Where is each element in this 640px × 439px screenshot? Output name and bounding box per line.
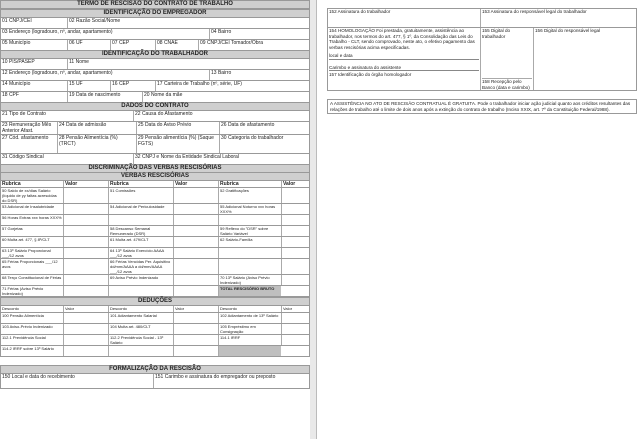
valor-cell <box>282 275 309 285</box>
rubrica-cell: 56 Horas Extras xxx horas XXX% <box>1 215 64 225</box>
valor-cell <box>64 215 109 225</box>
valor-cell <box>174 286 219 296</box>
field-22-causa: 22 Causa do Afastamento <box>135 111 193 117</box>
table-row <box>0 345 310 357</box>
rubrica-cell: 58 Descanso Semanal Remunerado (DSR) <box>109 226 174 236</box>
table-row <box>0 225 310 236</box>
field-20-nome-mae: 20 Nome da mãe <box>144 92 183 98</box>
valor-cell <box>174 275 219 285</box>
contract-row-4 <box>0 153 310 164</box>
left-page <box>0 0 310 439</box>
worker-row-2 <box>0 69 310 80</box>
rubrica-cell: 101 Adiantamento Salarial <box>109 313 174 323</box>
field-04-bairro: 04 Bairro <box>211 29 232 35</box>
valor-cell <box>64 204 109 214</box>
field-25-aviso: 25 Data do Aviso Prévio <box>137 122 220 134</box>
field-30-categoria: 30 Categoria do trabalhador <box>221 135 284 141</box>
field-158-recepcao-banco: 158 Recepção pelo Banco (data e carimbo) <box>482 78 532 90</box>
field-152-assinatura-trabalhador: 152 Assinatura do trabalhador <box>328 9 481 27</box>
table-row <box>0 312 310 323</box>
valor-cell <box>174 204 219 214</box>
valor-cell <box>174 237 219 247</box>
col-desconto: Desconto <box>109 306 174 312</box>
valor-cell <box>174 188 219 203</box>
valor-cell <box>174 313 219 323</box>
valor-cell <box>282 237 309 247</box>
field-11-nome: 11 Nome <box>69 59 89 65</box>
formalizacao-row <box>0 374 310 389</box>
field-17-ctps: 17 Carteira de Trabalho (nº, série, UF) <box>157 81 242 87</box>
rubrica-cell: 114.2 IRRF sobre 13º Salário <box>1 346 64 356</box>
rubrica-cell: 104 Multa art. 480/CLT <box>109 324 174 334</box>
contract-row-2 <box>0 121 310 134</box>
field-155-digital-trabalhador: 155 Digital do trabalhador <box>482 28 511 39</box>
table-row <box>0 274 310 285</box>
rubrica-cell: 68 Terço Constitucional de Férias <box>1 275 64 285</box>
valor-cell <box>174 248 219 258</box>
formalizacao-section-header: FORMALIZAÇÃO DA RESCISÃO <box>0 365 310 374</box>
table-row <box>0 323 310 334</box>
valor-cell <box>64 237 109 247</box>
rubrica-cell: 112.1 Previdência Social <box>1 335 64 345</box>
valor-cell <box>282 259 309 274</box>
spacer <box>0 357 310 365</box>
rubrica-cell: 50 Saldo de xx/dias Salário (líquido de yy faltas acrescidas do DSR) <box>1 188 64 203</box>
field-01-cnpj: 01 CNPJ/CEI <box>1 18 68 28</box>
field-154-homologacao <box>328 28 481 90</box>
field-19-nascimento: 19 Data de nascimento <box>68 92 143 102</box>
rubrica-cell <box>219 248 282 258</box>
assistencia-gratuita-notice: A ASSISTÊNCIA NO ATO DE RESCISÃO CONTRATUAL É GRATUITA. Pode o trabalhador iniciar ação judicial quanto aos créditos resultantes das relações de trabalho até o limite de dois anos após a extinção do contrato de trabalho (Inciso XXIX, art. 7º da Constituição Federal/1988). <box>327 99 637 114</box>
valor-cell <box>282 226 309 236</box>
col-valor: Valor <box>174 306 219 312</box>
valor-cell <box>174 226 219 236</box>
digital-column <box>481 28 534 90</box>
field-08-cnae: 08 CNAE <box>156 40 199 50</box>
valor-cell <box>282 215 309 225</box>
contract-section-header: DADOS DO CONTRATO <box>0 102 310 110</box>
valor-cell <box>64 259 109 274</box>
rubrica-cell: 103 Aviso-Prévio Indenizado <box>1 324 64 334</box>
valor-cell <box>174 346 219 356</box>
table-row <box>0 258 310 274</box>
table-row <box>0 247 310 258</box>
worker-section-header: IDENTIFICAÇÃO DO TRABALHADOR <box>0 50 310 58</box>
table-row <box>0 203 310 214</box>
rubrica-cell: 52 Gratificações <box>219 188 282 203</box>
valor-cell <box>174 335 219 345</box>
homologacao-text: 154 HOMOLOGAÇÃO Foi prestada, gratuitamente, assistência ao trabalhador, nos termos do art. 477, § 1º, da Consolidação das Leis do Trabalho - CLT, sendo comprovado, neste ato, o efetivo pagamento das verbas rescisórias acima especificadas. <box>329 28 475 50</box>
field-02-razao-social: 02 Razão Social/Nome <box>69 18 121 24</box>
field-06-uf: 06 UF <box>68 40 111 50</box>
field-18-cpf: 18 CPF <box>1 92 68 102</box>
valor-cell <box>281 346 309 356</box>
valor-cell <box>281 286 309 296</box>
contract-row-1 <box>0 110 310 121</box>
rubrica-cell <box>109 215 174 225</box>
table-row <box>0 334 310 345</box>
employer-row-1 <box>0 17 310 28</box>
right-page <box>316 0 640 439</box>
rubrica-cell: 69 Aviso Prévio Indenizado <box>109 275 174 285</box>
rubrica-cell <box>219 259 282 274</box>
rubrica-cell: 65 Férias Proporcionais ___/12 avos <box>1 259 64 274</box>
valor-cell <box>174 259 219 274</box>
homologacao-row <box>327 27 637 91</box>
col-rubrica: Rubrica <box>219 181 282 187</box>
field-16-cep: 16 CEP <box>111 81 156 91</box>
table-row <box>0 285 310 297</box>
field-27-cod-afastamento: 27 Cód. afastamento <box>1 135 58 153</box>
rubrica-cell: 114.1 IRRF <box>219 335 282 345</box>
contract-row-3 <box>0 134 310 153</box>
rubrica-cell: 55 Adicional Noturno xxx horas XXX% <box>219 204 282 214</box>
valor-cell <box>64 275 109 285</box>
rubrica-cell: 59 Reflexo do "DSR" sobre Salário Variável <box>219 226 282 236</box>
table-row <box>0 187 310 203</box>
field-29-pensao-fgts: 29 Pensão alimentícia (%) (Saque FGTS) <box>137 135 220 153</box>
field-03-endereco: 03 Endereço (logradouro, nº, andar, apartamento) <box>1 29 210 39</box>
col-rubrica: Rubrica <box>109 181 174 187</box>
valor-cell <box>64 188 109 203</box>
deducoes-column-headers <box>0 305 310 312</box>
col-desconto: Desconto <box>1 306 64 312</box>
employer-row-2 <box>0 28 310 39</box>
valor-cell <box>282 204 309 214</box>
worker-row-1 <box>0 58 310 69</box>
field-12-endereco: 12 Endereço (logradouro, nº, andar, apartamento) <box>1 70 210 80</box>
rubrica-cell <box>109 346 174 356</box>
rubrica-cell: 60 Multa art. 477, § 8º/CLT <box>1 237 64 247</box>
deducoes-table-body <box>0 312 310 357</box>
worker-row-4 <box>0 91 310 102</box>
table-row <box>0 214 310 225</box>
field-150-local-data: 150 Local e data do recebimento <box>1 374 154 388</box>
worker-row-3 <box>0 80 310 91</box>
carimbo-assistente-label: Carimbo e assinatura do assistente <box>329 65 479 72</box>
rubrica-cell: 66 Férias Vencidas Per. Aquisitivo dd/mm/AAAA a dd/mm/AAAA ___/12 avos <box>109 259 174 274</box>
field-156-digital-responsavel: 156 Digital do responsável legal <box>535 28 601 33</box>
field-26-afastamento: 26 Data de afastamento <box>221 122 275 128</box>
deducoes-section-header: DEDUÇÕES <box>0 297 310 305</box>
rubrica-cell: 105 Empréstimo em Consignação <box>219 324 282 334</box>
verbas-table-body <box>0 187 310 297</box>
valor-cell <box>64 226 109 236</box>
valor-cell <box>282 188 309 203</box>
field-151-carimbo: 151 Carimbo e assinatura do empregador ou preposto <box>155 374 276 380</box>
rubrica-cell <box>109 286 174 296</box>
rubrica-cell: 71 Férias (Aviso Prévio Indenizado) <box>1 286 64 296</box>
rubrica-cell <box>219 215 282 225</box>
col-valor: Valor <box>283 306 293 311</box>
total-deducoes-label <box>219 346 281 356</box>
employer-row-3 <box>0 39 310 50</box>
col-valor: Valor <box>283 181 296 187</box>
valor-cell <box>64 335 109 345</box>
col-rubrica: Rubrica <box>1 181 64 187</box>
rubrica-cell: 51 Comissões <box>109 188 174 203</box>
rubrica-cell: 57 Gorjetas <box>1 226 64 236</box>
field-09-tomador: 09 CNPJ/CEI Tomador/Obra <box>200 40 263 46</box>
col-valor: Valor <box>64 306 109 312</box>
rubrica-cell: 102 Adiantamento de 13º Salário <box>219 313 282 323</box>
verbas-subheader: VERBAS RESCISÓRIAS <box>0 172 310 180</box>
rubrica-cell: 53 Adicional de Insalubridade <box>1 204 64 214</box>
local-data-label: local e data <box>329 53 479 60</box>
verbas-column-headers <box>0 180 310 187</box>
field-32-entidade-sindical: 32 CNPJ e Nome da Entidade Sindical Laboral <box>135 154 239 160</box>
field-05-municipio: 05 Município <box>1 40 68 50</box>
rubrica-cell: 112.2 Previdência Social - 13º Salário <box>109 335 174 345</box>
field-07-cep: 07 CEP <box>111 40 156 50</box>
verbas-section-header: DISCRIMINAÇÃO DAS VERBAS RESCISÓRIAS <box>0 164 310 172</box>
valor-cell <box>64 324 109 334</box>
field-31-codigo-sindical: 31 Código Sindical <box>1 154 134 164</box>
valor-cell <box>64 346 109 356</box>
signature-row <box>327 8 637 27</box>
col-valor: Valor <box>64 181 109 187</box>
rubrica-cell: 54 Adicional de Periculosidade <box>109 204 174 214</box>
col-desconto: Desconto <box>219 306 282 312</box>
valor-cell <box>282 248 309 258</box>
field-15-uf: 15 UF <box>68 81 111 91</box>
document-title: TERMO DE RESCISÃO DO CONTRATO DE TRABALHO <box>0 0 310 9</box>
rubrica-cell: 70 13º Salário (Aviso Prévio Indenizado) <box>219 275 282 285</box>
field-21-tipo-contrato: 21 Tipo de Contrato <box>1 111 134 121</box>
valor-cell <box>174 215 219 225</box>
col-valor: Valor <box>174 181 219 187</box>
valor-cell <box>282 335 309 345</box>
employer-section-header: IDENTIFICAÇÃO DO EMPREGADOR <box>0 9 310 17</box>
valor-cell <box>64 313 109 323</box>
field-153-assinatura-responsavel: 153 Assinatura do responsável legal do trabalhador <box>482 9 587 14</box>
right-page-content <box>327 8 637 114</box>
field-28-pensao-trct: 28 Pensão Alimentícia (%) (TRCT) <box>58 135 137 153</box>
rubrica-cell: 62 Salário-Família <box>219 237 282 247</box>
valor-cell <box>282 313 309 323</box>
valor-cell <box>64 286 109 296</box>
total-bruto-label: TOTAL RESCISÓRIO BRUTO <box>219 286 281 296</box>
field-24-admissao: 24 Data de admissão <box>58 122 137 134</box>
field-13-bairro: 13 Bairro <box>211 70 232 76</box>
valor-cell <box>282 324 309 334</box>
rubrica-cell: 100 Pensão Alimentícia <box>1 313 64 323</box>
table-row <box>0 236 310 247</box>
rubrica-cell: 63 13º Salário Proporcional ___/12 avos <box>1 248 64 258</box>
field-14-municipio: 14 Município <box>1 81 68 91</box>
valor-cell <box>64 248 109 258</box>
field-10-pis: 10 PIS/PASEP <box>1 59 68 69</box>
rubrica-cell: 61 Multa art. 479/CLT <box>109 237 174 247</box>
rubrica-cell: 64 13º Salário Exercício AAAA ___/12 avos <box>109 248 174 258</box>
field-157-orgao-homologador: 157 Identificação do órgão homologador <box>329 72 412 77</box>
valor-cell <box>174 324 219 334</box>
field-23-remuneracao: 23 Remuneração Mês Anterior Afast. <box>1 122 58 134</box>
